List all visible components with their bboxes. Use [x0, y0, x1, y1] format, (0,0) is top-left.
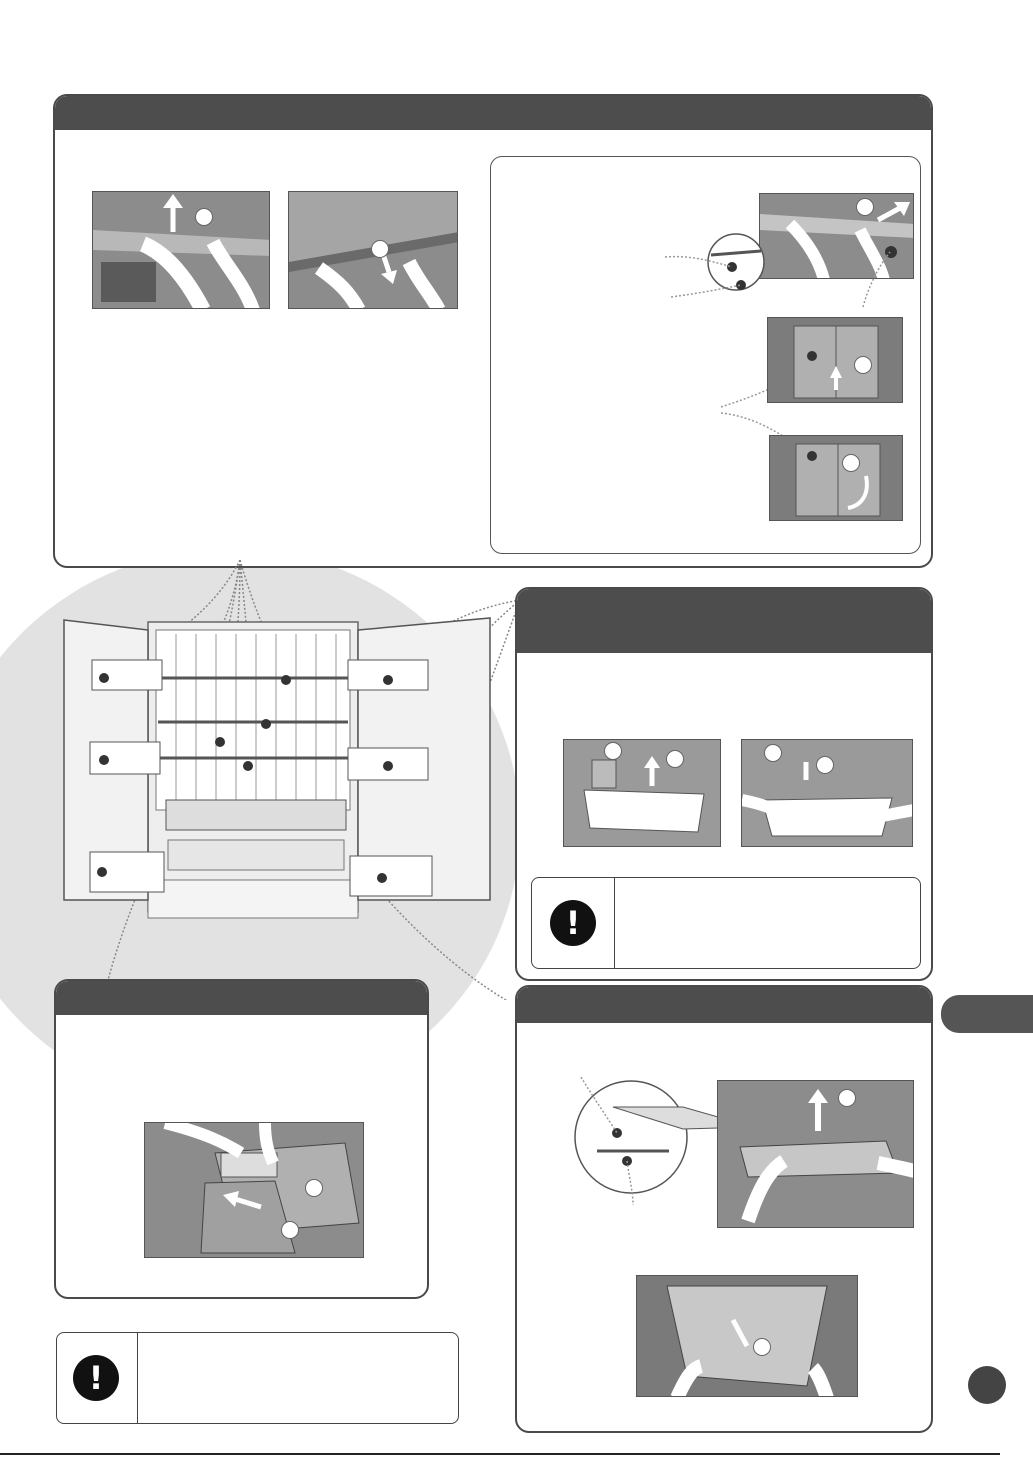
- figure-shelf-tilt: [636, 1275, 858, 1397]
- shelf-header: [517, 987, 931, 1023]
- door-pocket-header: [517, 589, 931, 653]
- section-tab: [941, 995, 1033, 1033]
- figure-step-2-push: [288, 191, 458, 309]
- figure-shelf-lift: [717, 1080, 914, 1228]
- figure-filter-a: [767, 317, 903, 403]
- figure-step-1-lift: [92, 191, 270, 309]
- figure-filter-b: [769, 435, 903, 521]
- door-pocket-panel: [515, 587, 933, 981]
- exclamation-icon: !: [550, 900, 596, 946]
- footer-rule: [0, 1453, 1000, 1455]
- refrigerator-illustration: [60, 560, 530, 1000]
- figure-tray-slide: [144, 1122, 364, 1258]
- top-panel-header: [55, 96, 931, 130]
- exclamation-icon: !: [73, 1355, 119, 1401]
- page-number-badge: [968, 1366, 1006, 1404]
- egg-tray-panel: [54, 979, 429, 1299]
- door-pocket-caution: [531, 877, 921, 969]
- egg-tray-header: [56, 981, 427, 1015]
- top-inner-panel: [490, 156, 921, 554]
- top-panel: [53, 94, 933, 568]
- shelf-panel: [515, 985, 933, 1433]
- bottom-caution: [56, 1332, 459, 1424]
- figure-pocket-hands: [741, 739, 913, 847]
- figure-pocket-lift: [563, 739, 721, 847]
